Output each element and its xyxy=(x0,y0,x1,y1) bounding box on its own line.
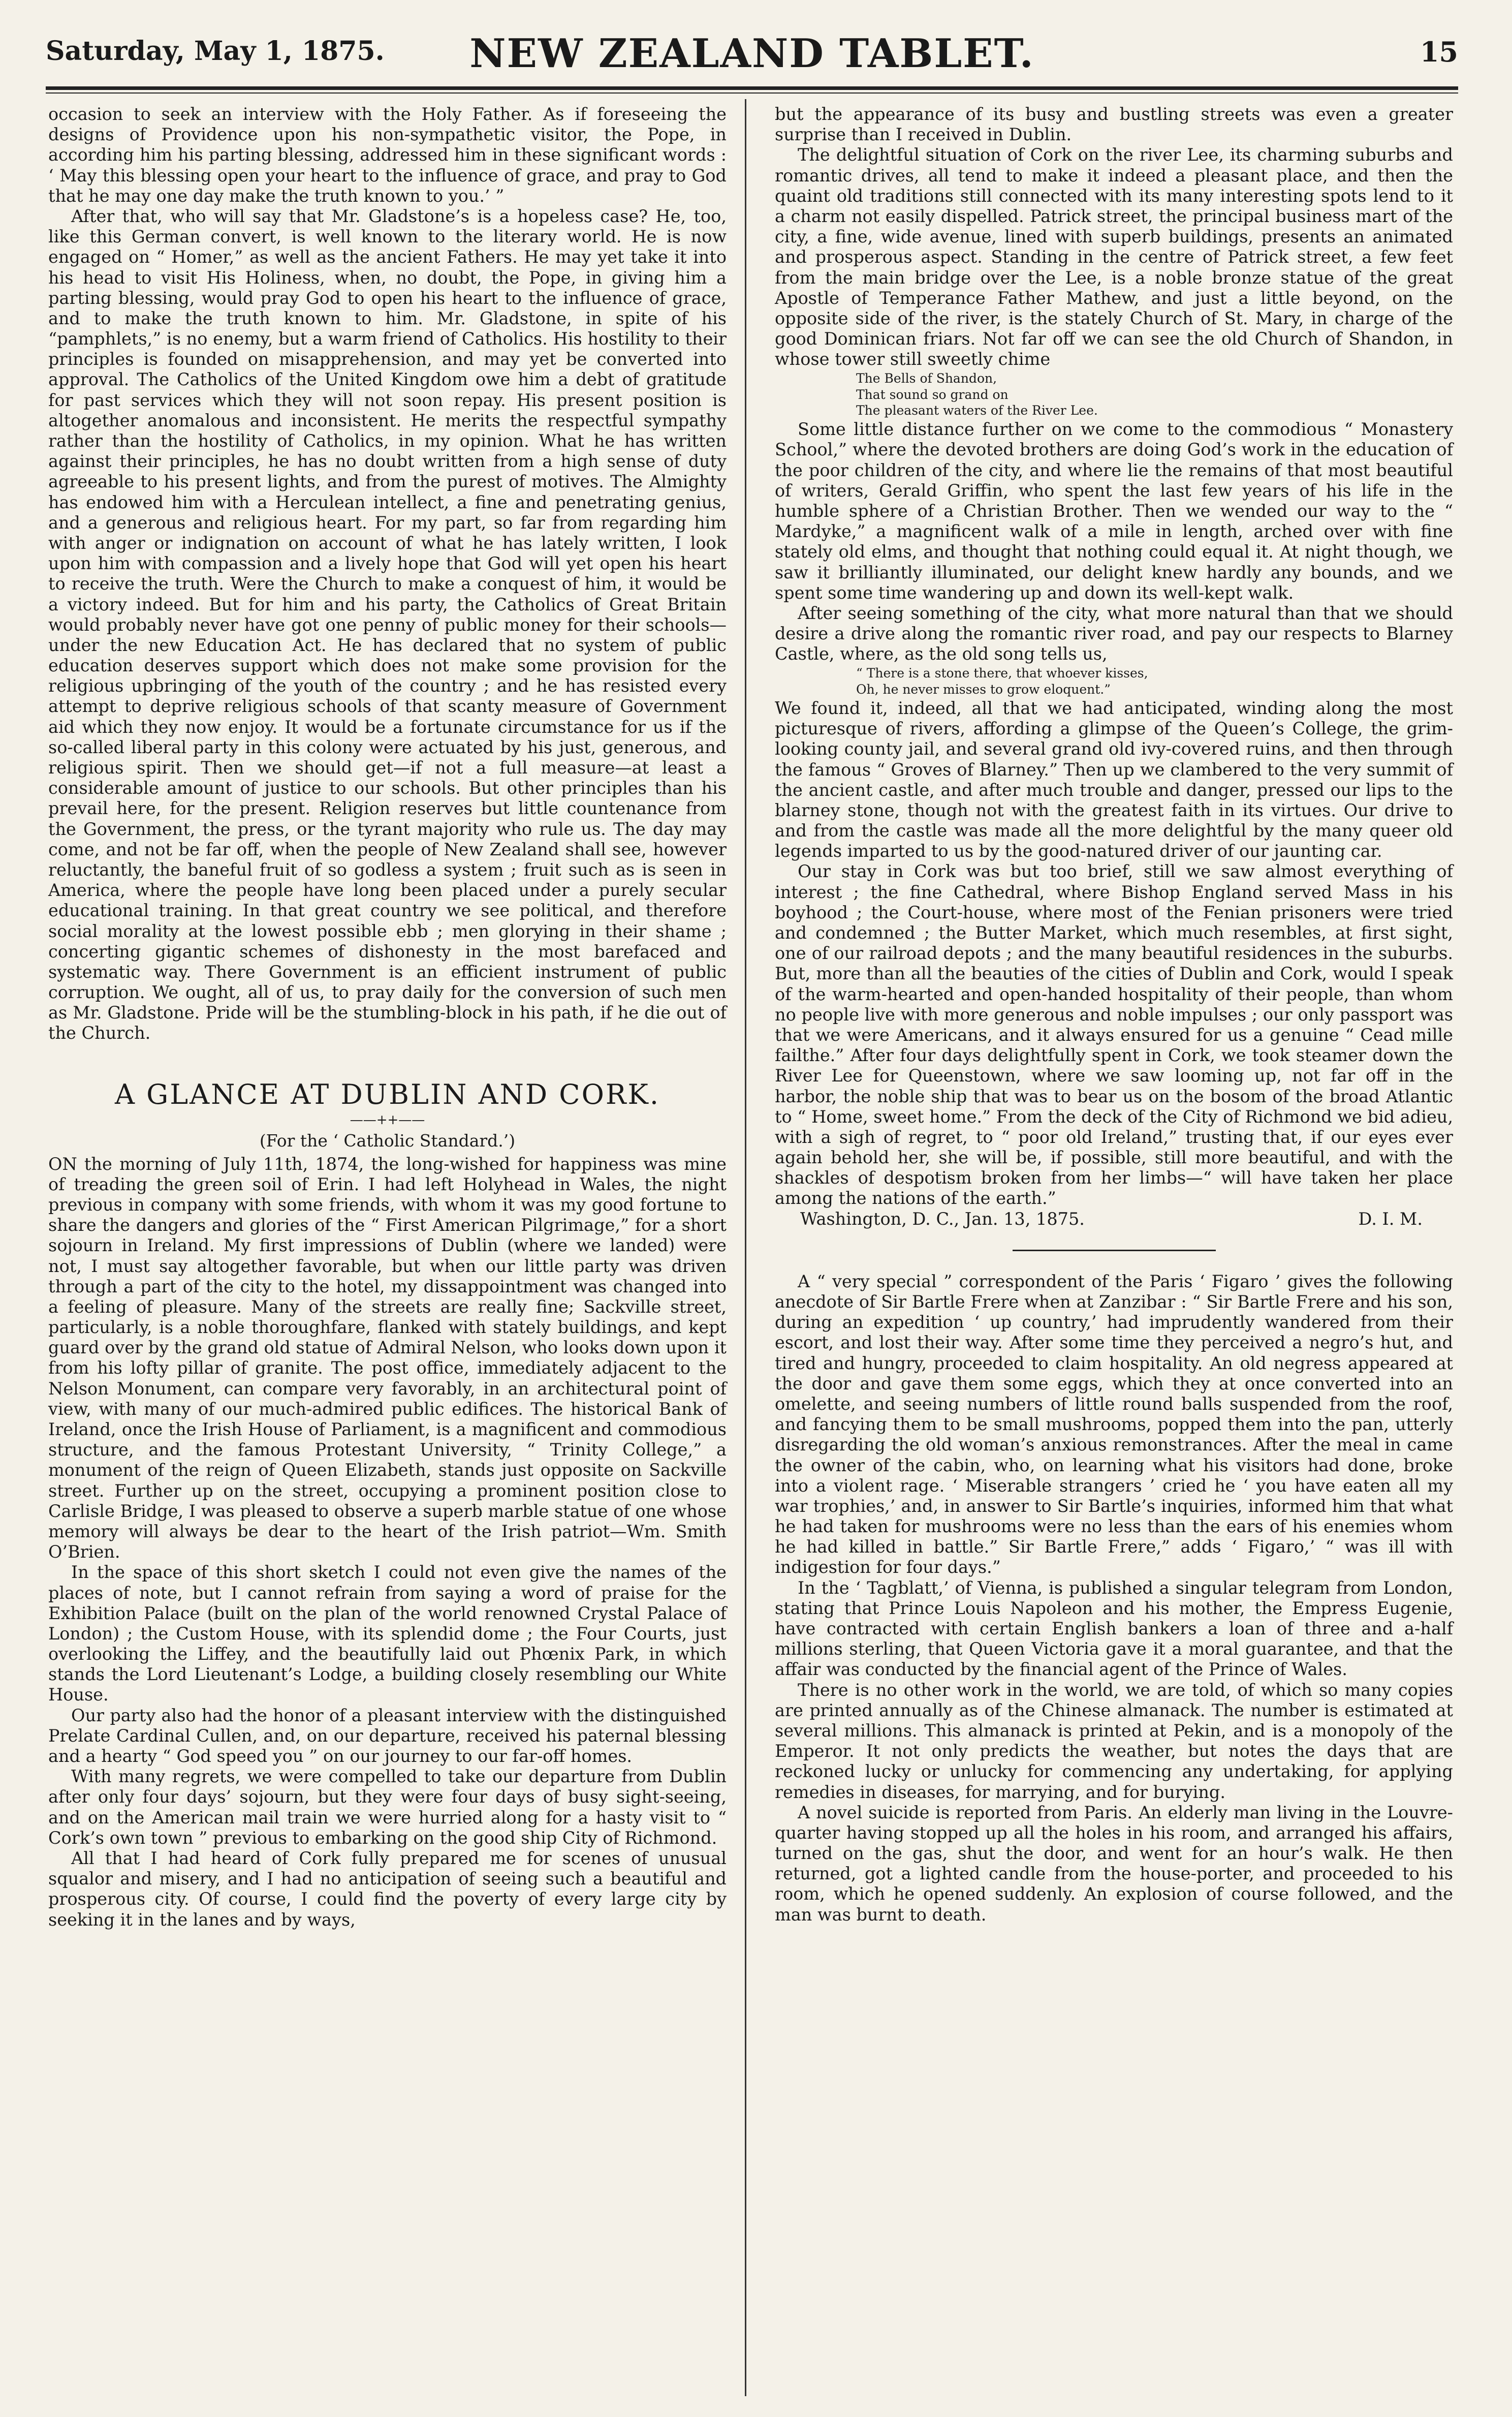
cork-paragraph-1: but the appearance of its busy and bustling streets was even a greater surprise than I received in Dublin. xyxy=(775,104,1453,145)
right-column xyxy=(775,104,1453,1925)
header-rule-thin xyxy=(46,92,1458,94)
section-separator xyxy=(1013,1250,1216,1251)
left-column xyxy=(48,104,727,1930)
verse-line: The pleasant waters of the River Lee. xyxy=(856,402,1098,418)
cork-paragraph-2: The delightful situation of Cork on the river Lee, its charming suburbs and romantic drives, all tend to make it indeed a pleasant place, and then the quaint old traditions still connected with its many interesting spots lend to it a charm not easily dispelled. Patrick street, the principal business mart of the city, a fine, wide avenue, lined with superb buildings, presents an animated and prosperous aspect. Standing in the centre of Patrick street, a few feet from the main bridge over the Lee, is a noble bronze statue of the great Apostle of Temperance Father Mathew, and just a little beyond, on the opposite side of the river, is the stately Church of St. Mary, in charge of the good Dominican friars. Not far off we can see the old Church of Shandon, in whose tower still sweetly chime xyxy=(775,145,1453,369)
dateline: Washington, D. C., Jan. 13, 1875. xyxy=(800,1208,1085,1229)
verse-shandon xyxy=(775,370,1453,418)
cork-paragraph-5: We found it, indeed, all that we had anticipated, winding along the most picturesque of rivers, affording a glimpse of the Queen’s College, the grim-looking county jail, and several grand old ivy-covered ruins, and then through the famous “ Groves of Blarney.” Then up we clambered to the very summit of the ancient castle, and after much trouble and danger, pressed our lips to the blarney stone, though not with the greatest faith in its virtues. Our drive to and from the castle was made all the more delightful by the many queer old legends imparted to us by the good-natured driver of our jaunting car. xyxy=(775,698,1453,861)
verse-blarney xyxy=(775,665,1453,697)
masthead xyxy=(46,20,1458,81)
column-divider xyxy=(745,99,746,2396)
verse-line: The Bells of Shandon, xyxy=(856,371,997,386)
cork-paragraph-6: Our stay in Cork was but too brief, still we saw almost everything of interest ; the fine Cathedral, where Bishop England served Mass in his boyhood ; the Court-house, where most of the Fenian prisoners were tried and condemned ; the Butter Market, which much resembles, at first sight, one of our railroad depots ; and the many beautiful residences in the suburbs. But, more than all the beauties of the cities of Dublin and Cork, would I speak of the warm-hearted and open-handed hospitality of their people, than whom no people live with more generous and noble impulses ; our only passport was that we were Americans, and it always ensured for us a genuine “ Cead mille failthe.” After four days delightfully spent in Cork, we took steamer down the River Lee for Queenstown, where we saw looming up, not far off in the harbor, the noble ship that was to bear us on the bosom of the broad Atlantic to “ Home, sweet home.” From the deck of the City of Richmond we bid adieu, with a sigh of regret, to “ poor old Ireland,” trusting that, if our eyes ever again behold her, she will be, if possible, still more beautiful, and with the shackles of despotism broken from her limbs—“ will have taken her place among the nations of the earth.” xyxy=(775,861,1453,1208)
author-signature: D. I. M. xyxy=(1358,1208,1423,1229)
verse-line: Oh, he never misses to grow eloquent.” xyxy=(856,681,1111,697)
article-title: A GLANCE AT DUBLIN AND CORK. xyxy=(114,1078,660,1110)
header-rule xyxy=(46,86,1458,90)
article-paragraph-2: In the space of this short sketch I could not even give the names of the places of note, but I cannot refrain from saying a word of praise for the Exhibition Palace (built on the plan of the world renowned Crystal Palace of London) ; the Custom House, with its splendid dome ; the Four Courts, just overlooking the Liffey, and the beautifully laid out Phœnix Park, in which stands the Lord Lieutenant’s Lodge, a building closely resembling our White House. xyxy=(48,1562,727,1705)
gladstone-paragraph-2: After that, who will say that Mr. Gladstone’s is a hopeless case? He, too, like this German convert, is well known to the literary world. He is now engaged on “ Homer,” as well as the ancient Fathers. He may yet take it into his head to visit His Holiness, when, no doubt, the Pope, in giving him a parting blessing, would pray God to open his heart to the influence of grace, and to make the truth known to him. Mr. Gladstone, in spite of his “pamphlets,” is no enemy, but a warm friend of Catholics. His hostility to their principles is founded on misapprehension, and may yet be converted into approval. The Catholics of the United Kingdom owe him a debt of gratitude for past services which they will not soon repay. His present position is altogether anomalous and inconsistent. He merits the respectful sympathy rather than the hostility of Catholics, in my opinion. What he has written against their principles, he has no doubt written from a high sense of duty agreeable to his present lights, and from the purest of motives. The Almighty has endowed him with a Herculean intellect, a fine and penetrating genius, and a generous and religious heart. For my part, so far from regarding him with anger or indignation on account of what he has lately written, I look upon him with compassion and a lively hope that God will yet open his heart to receive the truth. Were the Church to make a conquest of him, it would be a victory indeed. But for him and his party, the Catholics of Great Britain would probably never have got one penny of public money for their schools—under the new Education Act. He has declared that no system of public education deserves support which does not make some provision for the religious upbringing of the youth of the country ; and he has resisted every attempt to deprive religious schools of that scanty measure of Government aid which they now enjoy. It would be a fortunate circumstance for us if the so-called liberal party in this colony were actuated by his just, generous, and religious spirit. Then we should get—if not a full measure—at least a considerable amount of justice to our schools. But other principles than his prevail here, for the present. Religion reserves but little countenance from the Government, the press, or the tyrant majority who rule us. The day may come, and not be far off, when the people of New Zealand shall see, however reluctantly, the baneful fruit of so godless a system ; fruit such as is seen in America, where the people have long been placed under a purely secular educational training. In that great country we see political, and therefore social morality at the lowest possible ebb ; men glorying in their shame ; concerting gigantic schemes of dishonesty in the most barefaced and systematic way. There Government is an efficient instrument of public corruption. We ought, all of us, to pray daily for the conversion of such men as Mr. Gladstone. Pride will be the stumbling-block in his path, if he die out of the Church. xyxy=(48,206,727,1043)
newspaper-title: NEW ZEALAND TABLET. xyxy=(469,30,1034,77)
verse-line: That sound so grand on xyxy=(856,387,1009,402)
page-number: 15 xyxy=(1420,36,1458,68)
cork-paragraph-3: Some little distance further on we come to the commodious “ Monastery School,” where the devoted brothers are doing God’s work in the education of the poor children of the city, and where lie the remains of that most beautiful of writers, Gerald Griffin, who spent the last few years of his life in the humble sphere of a Christian Brother. Then we wended our way to the “ Mardyke,” a magnificent walk of a mile in length, arched over with fine stately old elms, and thought that nothing could equal it. At night though, we saw it brilliantly illuminated, our delight knew hardly any bounds, and we spent some time wandering up and down its well-kept walk. xyxy=(775,419,1453,603)
news-item-tagblatt: In the ‘ Tagblatt,’ of Vienna, is published a singular telegram from London, stating that Prince Louis Napoleon and his mother, the Empress Eugenie, have contracted with certain English bankers a loan of three and a-half millions sterling, that Queen Victoria gave it a moral guarantee, and that the affair was conducted by the financial agent of the Prince of Wales. xyxy=(775,1577,1453,1680)
news-item-almanack: There is no other work in the world, we are told, of which so many copies are printed annually as of the Chinese almanack. The number is estimated at several millions. This almanack is printed at Pekin, and is a monopoly of the Emperor. It not only predicts the weather, but notes the days that are reckoned lucky or unlucky for commencing any undertaking, for applying remedies in diseases, for marrying, and for burying. xyxy=(775,1680,1453,1802)
issue-date: Saturday, May 1, 1875. xyxy=(46,36,385,67)
news-item-figaro: A “ very special ” correspondent of the Paris ‘ Figaro ’ gives the following anecdote of Sir Bartle Frere when at Zanzibar : “ Sir Bartle Frere and his son, during an expedition ‘ up country,’ had imprudently wandered from their escort, and lost their way. After some time they perceived a negro’s hut, and tired and hungry, proceeded to claim hospitality. An old negress appeared at the door and gave them some eggs, which they at once converted into an omelette, and seeing numbers of little round balls suspended from the roof, and fancying them to be small mushrooms, popped them into the pan, utterly disregarding the old woman’s anxious remonstrances. After the meal in came the owner of the cabin, who, on learning what his visitors had done, broke into a violent rage. ‘ Miserable strangers ’ cried he ‘ you have eaten all my war trophies,’ and, in answer to Sir Bartle’s inquiries, informed him that what he had taken for mushrooms were no less than the ears of his enemies whom he had killed in battle.” Sir Bartle Frere,” adds ‘ Figaro,’ “ was ill with indigestion for four days.” xyxy=(775,1271,1453,1577)
article-byline: (For the ‘ Catholic Standard.’) xyxy=(259,1131,516,1151)
article-paragraph-1: ON the morning of July 11th, 1874, the long-wished for happiness was mine of treading the green soil of Erin. I had left Holyhead in Wales, the night previous in company with some friends, with whom it was my good fortune to share the dangers and glories of the “ First American Pilgrimage,” for a short sojourn in Ireland. My first impressions of Dublin (where we landed) were not, I must say altogether favorable, but when our little party was driven through a part of the city to the hotel, my dissappointment was changed into a feeling of pleasure. Many of the streets are really fine; Sackville street, particularly, is a noble thoroughfare, flanked with stately buildings, and kept guard over by the grand old statue of Admiral Nelson, who looks down upon it from his lofty pillar of granite. The post office, immediately adjacent to the Nelson Monument, can compare very favorably, in an architectural point of view, with many of our much-admired public edifices. The historical Bank of Ireland, once the Irish House of Parliament, is a magnificent and commodious structure, and the famous Protestant University, “ Trinity College,” a monument of the reign of Queen Elizabeth, stands just opposite on Sackville street. Further up on the street, occupying a prominent position close to Carlisle Bridge, I was pleased to observe a superb marble statue of one whose memory will always be dear to the heart of the Irish patriot—Wm. Smith O’Brien. xyxy=(48,1154,727,1562)
verse-line: “ There is a stone there, that whoever kisses, xyxy=(856,666,1148,681)
article-paragraph-5: All that I had heard of Cork fully prepared me for scenes of unusual squalor and misery, and I had no anticipation of seeing such a beautiful and prosperous city. Of course, I could find the poverty of every large city by seeking it in the lanes and by ways, xyxy=(48,1848,727,1930)
cork-paragraph-4: After seeing something of the city, what more natural than that we should desire a drive along the romantic river road, and pay our respects to Blarney Castle, where, as the old song tells us, xyxy=(775,603,1453,664)
article-paragraph-3: Our party also had the honor of a pleasant interview with the distinguished Prelate Cardinal Cullen, and, on our departure, received his paternal blessing and a hearty “ God speed you ” on our journey to our far-off homes. xyxy=(48,1705,727,1767)
gladstone-paragraph-1: occasion to seek an interview with the Holy Father. As if foreseeing the designs of Providence upon his non-sympathetic visitor, the Pope, in according him his parting blessing, addressed him in these significant words : ‘ May this blessing open your heart to the influence of grace, and pray to God that he may one day make the truth known to you.’ ” xyxy=(48,104,727,206)
news-item-suicide: A novel suicide is reported from Paris. An elderly man living in the Louvre-quarter having stopped up all the holes in his room, and arranged his affairs, turned on the gas, shut the door, and went for an hour’s walk. He then returned, got a lighted candle from the house-porter, and proceeded to his room, which he opened suddenly. An explosion of course followed, and the man was burnt to death. xyxy=(775,1802,1453,1925)
title-ornament: ——++—— xyxy=(350,1112,425,1128)
article-paragraph-4: With many regrets, we were compelled to take our departure from Dublin after only four days’ sojourn, but they were four days of busy sight-seeing, and on the American mail train we were hurried along for a hasty visit to “ Cork’s own town ” previous to embarking on the good ship City of Richmond. xyxy=(48,1767,727,1848)
